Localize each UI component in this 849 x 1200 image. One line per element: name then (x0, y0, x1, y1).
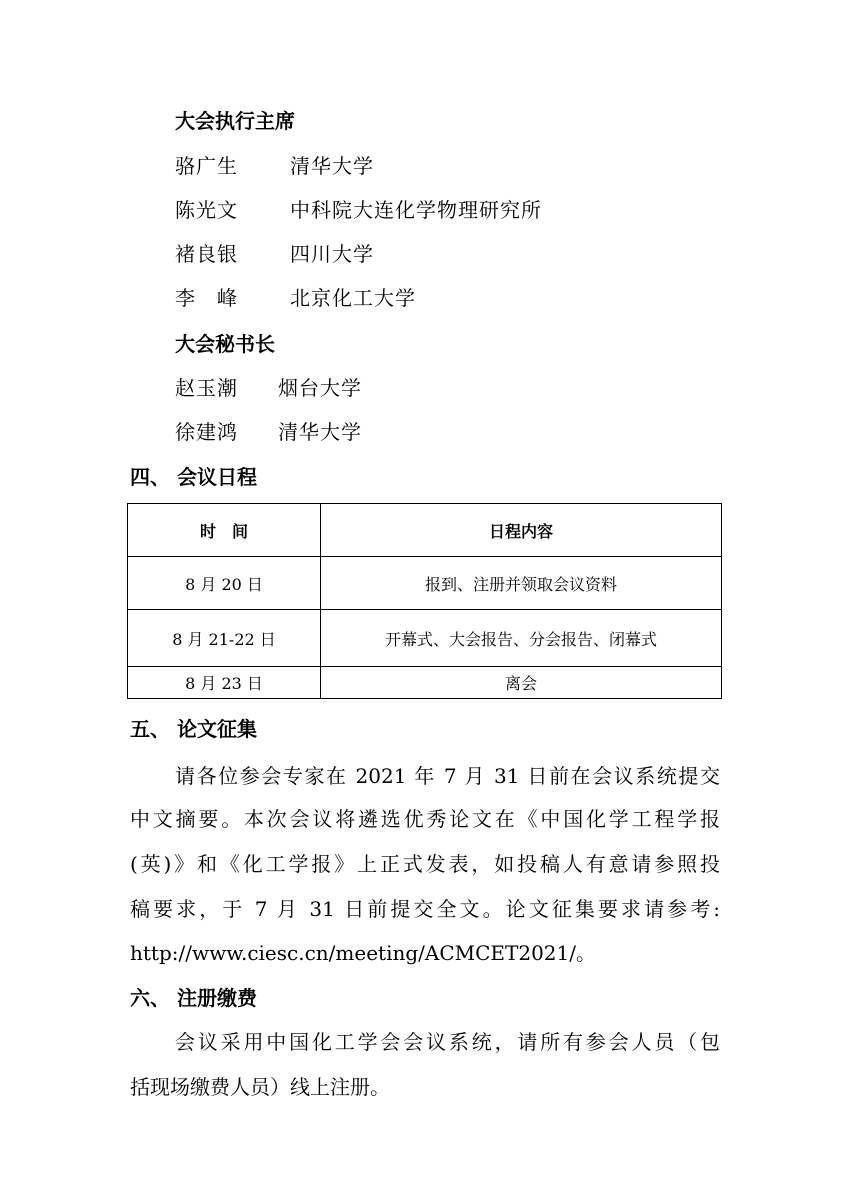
table-cell: 开幕式、大会报告、分会报告、闭幕式 (321, 610, 722, 667)
column-header: 时 间 (128, 504, 321, 557)
paragraph-line: 请各位参会专家在 2021 年 7 月 31 日前在会议系统提交 (175, 764, 720, 788)
schedule-table (127, 503, 722, 699)
secretary-org: 烟台大学 (278, 376, 362, 400)
secretary-name: 徐建鸿 (175, 420, 238, 444)
paragraph-line: 括现场缴费人员）线上注册。 (130, 1075, 390, 1099)
table-cell: 8 月 21-22 日 (128, 610, 321, 667)
chair-name: 陈光文 (175, 198, 238, 222)
table-cell: 报到、注册并领取会议资料 (321, 557, 722, 610)
paragraph-line: (英)》和《化工学报》上正式发表，如投稿人有意请参照投 (130, 852, 720, 876)
secretaries-heading: 大会秘书长 (175, 332, 275, 356)
table-row (128, 557, 722, 610)
exec-chairs-heading: 大会执行主席 (175, 109, 295, 133)
chair-org: 四川大学 (290, 242, 374, 266)
paragraph-line: 稿要求，于 7 月 31 日前提交全文。论文征集要求请参考: (130, 897, 720, 921)
chair-org: 中科院大连化学物理研究所 (290, 198, 542, 222)
chair-org: 北京化工大学 (290, 286, 416, 310)
chair-name: 李 峰 (175, 286, 238, 310)
table-cell: 8 月 20 日 (128, 557, 321, 610)
paragraph-line-url: http://www.ciesc.cn/meeting/ACMCET2021/。 (130, 941, 596, 965)
chair-name: 骆广生 (175, 154, 238, 178)
secretary-org: 清华大学 (278, 420, 362, 444)
section-title: 五、 论文征集 (130, 717, 257, 741)
section-title: 六、 注册缴费 (130, 986, 257, 1010)
table-cell: 离会 (321, 667, 722, 699)
table-row (128, 667, 722, 699)
table-cell: 8 月 23 日 (128, 667, 321, 699)
table-header-row (128, 504, 722, 557)
table-row (128, 610, 722, 667)
paragraph-line: 中文摘要。本次会议将遴选优秀论文在《中国化学工程学报 (130, 807, 720, 831)
section-title: 四、 会议日程 (130, 465, 257, 489)
column-header: 日程内容 (321, 504, 722, 557)
chair-org: 清华大学 (290, 154, 374, 178)
chair-name: 褚良银 (175, 242, 238, 266)
paragraph-line: 会议采用中国化工学会会议系统，请所有参会人员（包 (175, 1030, 720, 1054)
secretary-name: 赵玉潮 (175, 376, 238, 400)
